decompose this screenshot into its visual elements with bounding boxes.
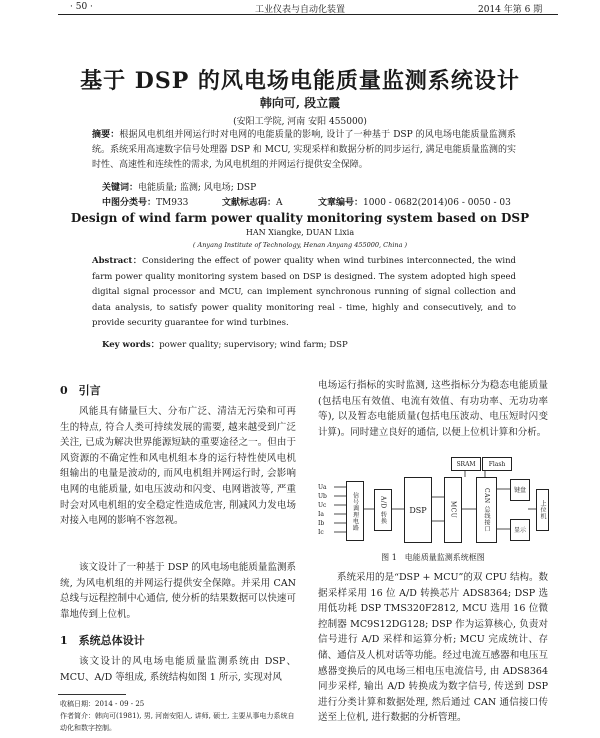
abstract-cn-text: 根据风电机组并网运行时对电网的电能质量的影响, 设计了一种基于 DSP 的风电场电能质量监测系统。系统采用高速数字信号处理器 DSP 和 MCU, 实现采样和数据分析的同步运行, 满足电能质量监测的实时性、高速性和连续性的需求, 为风电机组的并网运行提供安全保障。 bbox=[92, 130, 516, 170]
keywords-cn bbox=[102, 180, 256, 193]
authors-en: HAN Xiangke, DUAN Lixia bbox=[245, 228, 355, 237]
dsp-label: DSP bbox=[409, 505, 427, 515]
flash-label: Flash bbox=[488, 460, 506, 468]
clc-label: 中图分类号： bbox=[102, 198, 157, 208]
section-1-paragraph-1: 该文设计的风电场电能质量监测系统由 DSP、MCU、A/D 等组成, 系统结构如图 1 所示, 实现对风 bbox=[60, 656, 296, 683]
input-ib: Ib bbox=[318, 520, 325, 527]
sram-label: SRAM bbox=[456, 460, 476, 468]
display-label: 显示 bbox=[513, 526, 526, 534]
flash-block bbox=[482, 457, 512, 471]
mcu-block bbox=[444, 477, 462, 543]
footnote-author-info: 作者简介：韩向可(1981), 男, 河南安阳人, 讲师, 硕士, 主要从事电力系统自动化和数字控制。 bbox=[60, 712, 295, 732]
keywords-en-text: power quality; supervisory; wind farm; DSP bbox=[159, 340, 348, 350]
display-block bbox=[510, 519, 530, 541]
dsp-block bbox=[404, 477, 432, 543]
input-ub: Ub bbox=[318, 493, 327, 500]
section-0-paragraph-2: 该文设计了一种基于 DSP 的风电场电能质量监测系统, 为风电机组的并网运行提供安全保障。并采用 CAN 总线与远程控制中心通信, 使分析的结果数据可以快速可靠地传到上位机。 bbox=[60, 562, 296, 620]
input-ua: Ua bbox=[318, 484, 327, 491]
section-1-heading: 1 系统总体设计 bbox=[60, 634, 145, 647]
journal-name: 工业仪表与自动化装置 bbox=[254, 5, 345, 15]
abstract-en bbox=[92, 254, 516, 332]
affiliation-cn: (安阳工学院, 河南 安阳 455000) bbox=[233, 117, 367, 127]
footnote-rule bbox=[58, 694, 126, 695]
section-0-paragraph-1: 风能具有储量巨大、分布广泛、清洁无污染和可再生的特点, 符合人类可持续发展的需要, 越来越受到广泛关注, 已成为解决世界能源短缺的重要途径之一。但由于风资源的不确定性和风电机组本身的运行特性使风电机组输出的电量是波动的, 而风电机组并网运行时, 会影响电网的电能质量, 如电压波动和闪变、电网谐波等, 严重时会对风电机组的安全稳定性造成危害, 削减风力发电场对接入电网的影响不容忽视。 bbox=[60, 406, 296, 527]
doc-code bbox=[222, 195, 283, 208]
keywords-cn-label: 关键词： bbox=[102, 183, 139, 193]
article-label: 文章编号： bbox=[318, 198, 364, 208]
doc-value: A bbox=[276, 198, 283, 208]
article-value: 1000 - 0682(2014)06 - 0050 - 03 bbox=[363, 198, 511, 208]
article-number bbox=[318, 195, 511, 208]
input-ia: Ia bbox=[318, 511, 324, 518]
page-number: · 50 · bbox=[70, 2, 93, 12]
abstract-en-text: Considering the effect of power quality when wind turbines interconnected, the wind farm power quality monitoring system based on DSP is designed. The system adopted high speed digital signal processor and MCU, can implement synchronous running of signal collection and data analysis, to satisfy power quality monitoring real - time, highly and consecutively, and to provide security guarantee for wind turbines. bbox=[92, 256, 516, 328]
keyboard-label: 键盘 bbox=[513, 486, 526, 494]
right-paragraph-2: 系统采用的是“DSP + MCU”的双 CPU 结构。数据采样采用 16 位 A/D 转换芯片 ADS8364; DSP 选用低功耗 DSP TMS320F2812, MCU 选用 16 位微控制器 MC9S12DG128; DSP 作为运算核心, 负责对信号进行 A/D 采样和运算分析; MCU 完成统计、存储、通信及人机对话等功能。经过电流互感器和电压互感器变换后的风电场三相电压电流信号, 由 ADS8364 同步采样, 输出 A/D 转换成为数字信号, 传送到 DSP 进行分类计算和数据处理, 然后通过 CAN 通信接口传送至上位机, 进行数据的分析管理。 bbox=[318, 572, 548, 724]
clc-number bbox=[102, 195, 188, 208]
clc-value: TM933 bbox=[156, 198, 189, 208]
keyboard-block bbox=[510, 479, 530, 501]
section-0-heading: 0 引言 bbox=[60, 384, 101, 397]
adc-label: A/D 转换 bbox=[379, 495, 387, 525]
signal-conditioning-label: 信号调理电路 bbox=[351, 491, 359, 531]
abstract-en-label: Abstract： bbox=[92, 256, 142, 266]
can-interface-label: CAN 总线接口 bbox=[483, 487, 490, 533]
keywords-en bbox=[102, 338, 348, 350]
title-en: Design of wind farm power quality monitoring system based on DSP bbox=[70, 211, 530, 225]
authors-cn: 韩向可, 段立霞 bbox=[259, 96, 341, 110]
issue-info: 2014 年第 6 期 bbox=[478, 5, 543, 15]
figure-1-caption: 图 1 电能质量监测系统框图 bbox=[381, 553, 485, 562]
host-pc-label: 上位机 bbox=[539, 500, 546, 520]
abstract-cn-label: 摘要： bbox=[92, 130, 120, 140]
figure-1-block-diagram bbox=[318, 453, 548, 549]
host-pc-block bbox=[536, 489, 549, 531]
input-signal-labels bbox=[318, 483, 327, 537]
input-ic: Ic bbox=[318, 529, 324, 536]
signal-conditioning-block bbox=[346, 481, 364, 541]
keywords-cn-text: 电能质量; 监测; 风电场; DSP bbox=[138, 183, 257, 193]
abstract-cn bbox=[92, 128, 516, 173]
footnote-received: 收稿日期：2014 - 09 - 25 bbox=[60, 700, 145, 708]
mcu-label: MCU bbox=[449, 501, 457, 519]
doc-label: 文献标志码： bbox=[222, 198, 277, 208]
can-interface-block bbox=[476, 477, 497, 543]
keywords-en-label: Key words： bbox=[102, 340, 160, 350]
header-rule bbox=[58, 14, 558, 15]
input-uc: Uc bbox=[318, 502, 327, 509]
adc-block bbox=[374, 489, 392, 531]
sram-block bbox=[451, 457, 481, 471]
right-paragraph-1: 电场运行指标的实时监测, 这些指标分为稳态电能质量(包括电压有效值、电流有效值、有功功率、无功功率等), 以及暂态电能质量(包括电压波动、电压短时闪变计算)。同时建立良好的通信, 以便上位机计算和分析。 bbox=[318, 380, 548, 438]
affiliation-en: ( Anyang Institute of Technology, Henan Anyang 455000, China ) bbox=[192, 241, 408, 249]
title-cn: 基于 DSP 的风电场电能质量监测系统设计 bbox=[80, 68, 520, 94]
